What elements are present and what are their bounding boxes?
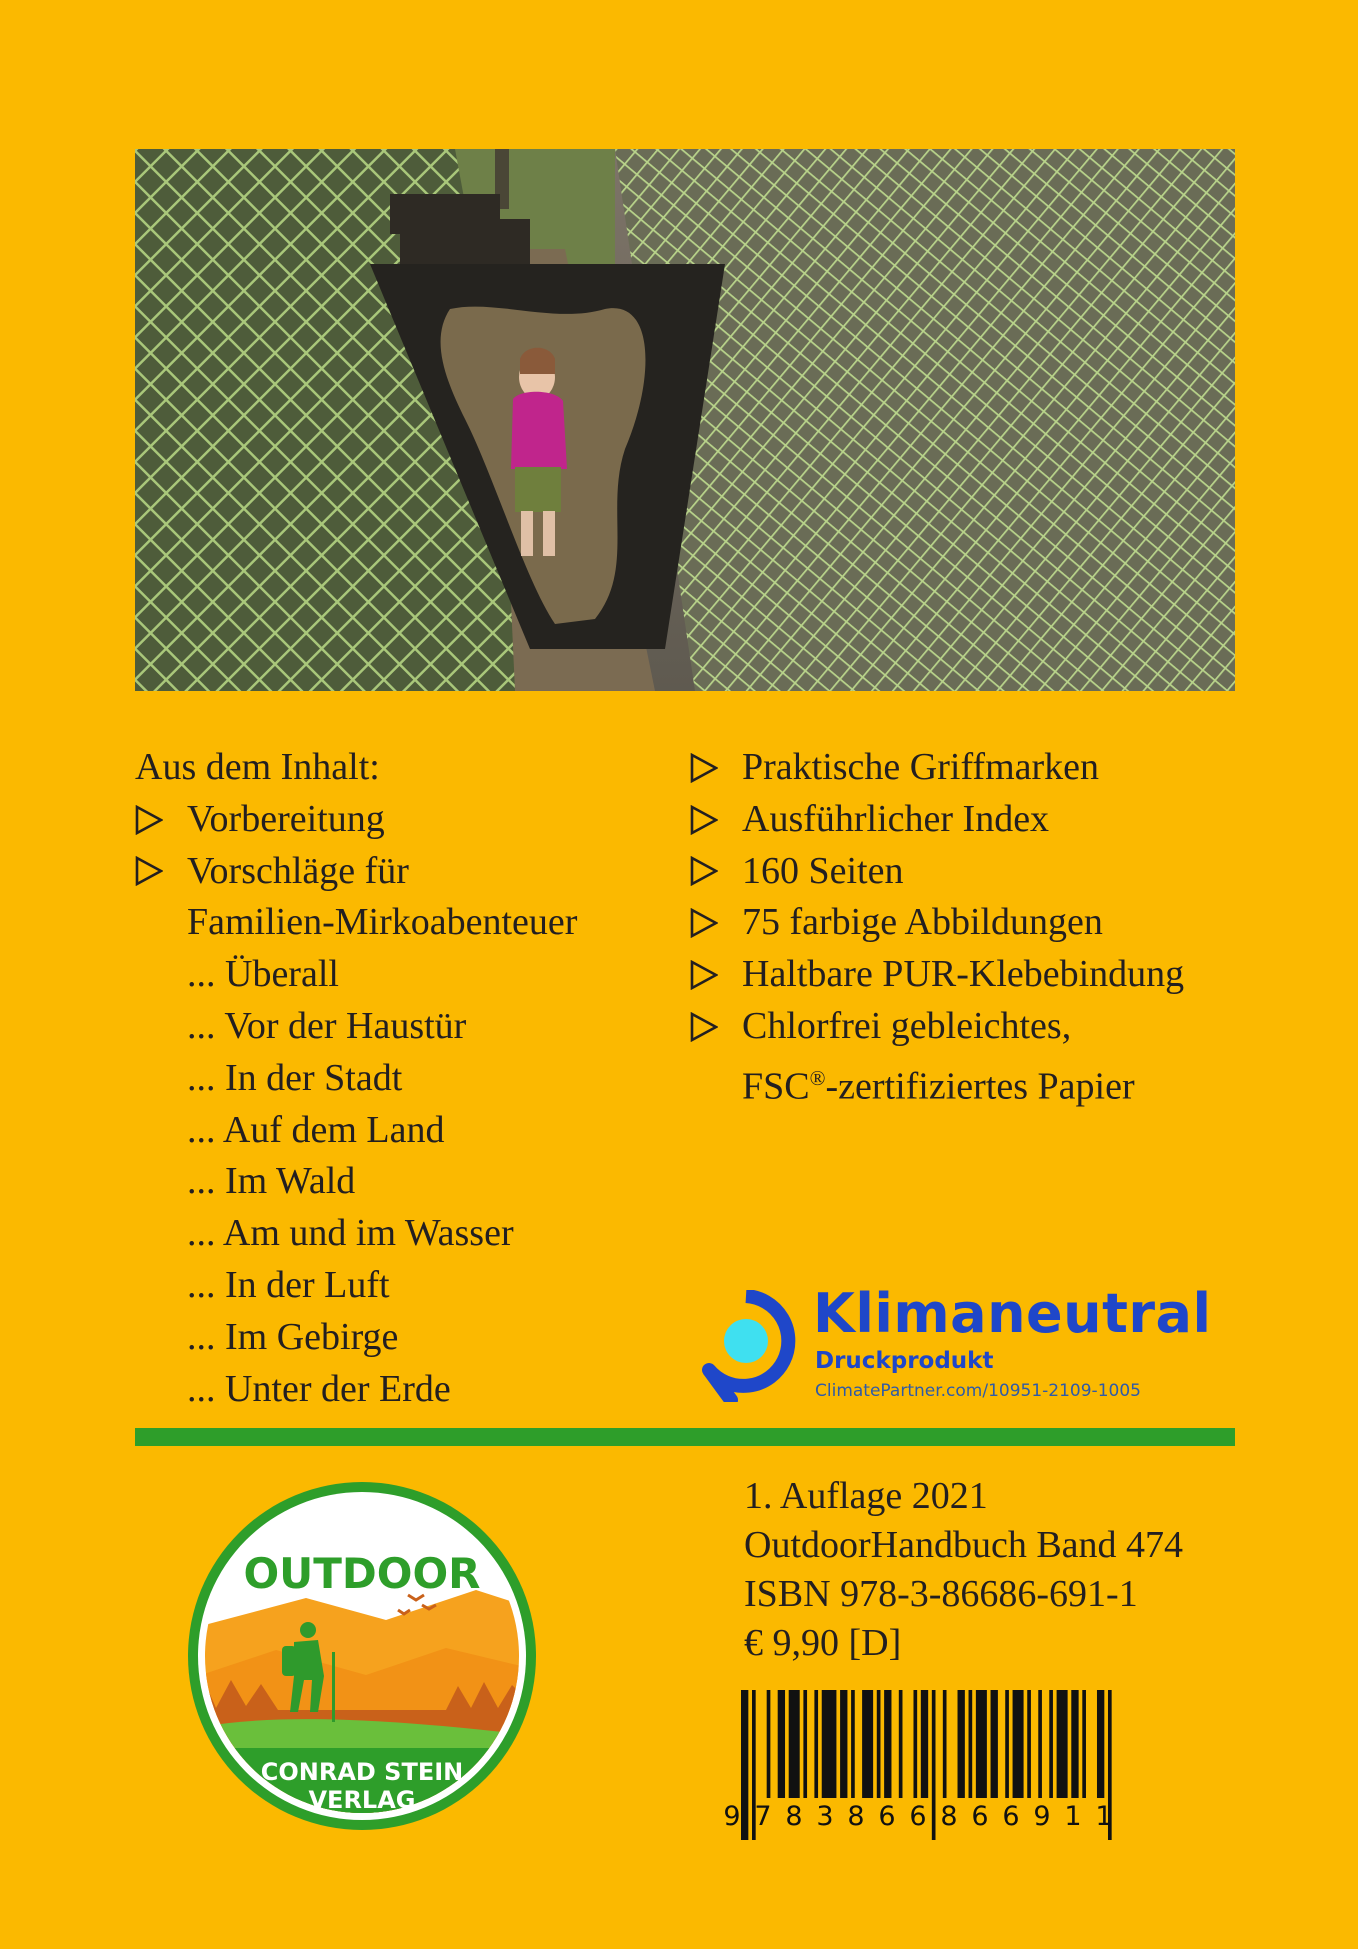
triangle-bullet-icon: [135, 846, 187, 898]
climate-partner-id: ClimatePartner.com/10951-2109-1005: [815, 1381, 1141, 1401]
barcode-bar: [976, 1690, 987, 1798]
triangle-bullet-icon: [135, 794, 187, 846]
barcode-bar: [767, 1690, 771, 1798]
triangle-bullet-icon: [690, 949, 742, 1001]
badge-bottom-line2: VERLAG: [308, 1786, 416, 1814]
isbn-line: ISBN 978-3-86686-691-1: [744, 1573, 1138, 1615]
feature-label: Chlorfrei gebleichtes,: [742, 1004, 1072, 1047]
sub-item: ... In der Luft: [187, 1263, 390, 1306]
feature-label: 75 farbige Abbildungen: [742, 901, 1103, 944]
barcode-bar: [1057, 1690, 1068, 1798]
barcode-digit: 8: [785, 1801, 803, 1832]
klimaneutral-subtitle: Druckprodukt: [815, 1348, 994, 1374]
feature-item: [690, 742, 1250, 794]
barcode-digit: 6: [909, 1801, 927, 1832]
series-line: OutdoorHandbuch Band 474: [744, 1524, 1184, 1566]
barcode-bar: [789, 1690, 800, 1798]
klimaneutral-title: Klimaneutral: [813, 1282, 1212, 1345]
barcode-digit: 6: [971, 1801, 989, 1832]
barcode-digit: 8: [940, 1801, 958, 1832]
feature-item: [690, 1001, 1250, 1053]
list-item-label: Vorschläge für: [187, 849, 409, 892]
feature-continuation: [690, 1053, 1250, 1113]
feature-label: Haltbare PUR-Klebebindung: [742, 953, 1185, 996]
sub-item: ... In der Stadt: [187, 1056, 403, 1099]
edition-line: 1. Auflage 2021: [744, 1475, 988, 1517]
divider-rule: [135, 1428, 1235, 1446]
contents-heading: Aus dem Inhalt:: [135, 746, 380, 788]
edition-info: [744, 1472, 1183, 1668]
barcode-digit: 7: [754, 1801, 772, 1832]
triangle-bullet-icon: [690, 846, 742, 898]
climate-partner-logo-icon: [695, 1290, 797, 1402]
barcode-bar: [1027, 1690, 1031, 1798]
barcode-bar: [1005, 1690, 1009, 1798]
sub-item: ... Unter der Erde: [187, 1367, 451, 1410]
list-item-continuation: Familien-Mirkoabenteuer: [187, 901, 578, 944]
barcode-bar: [851, 1690, 855, 1798]
barcode-bar: [1013, 1690, 1024, 1798]
registered-mark: ®: [809, 1065, 826, 1090]
cover-photo: [135, 149, 1235, 691]
barcode-bar: [822, 1690, 837, 1798]
feature-item: [690, 846, 1250, 898]
barcode-bar: [1049, 1690, 1053, 1798]
barcode-bar: [899, 1690, 903, 1798]
triangle-bullet-icon: [690, 742, 742, 794]
triangle-bullet-icon: [690, 1001, 742, 1053]
barcode-bar: [958, 1690, 965, 1798]
sub-item: ... Auf dem Land: [187, 1108, 445, 1151]
barcode-bar: [840, 1690, 847, 1798]
feature-label: 160 Seiten: [742, 849, 904, 892]
features-list: [690, 742, 1250, 1113]
klimaneutral-label: [695, 1282, 1255, 1406]
feature-label: Ausführlicher Index: [742, 797, 1050, 840]
badge-bottom-line1: CONRAD STEIN: [260, 1758, 464, 1786]
fsc-suffix: -zertifiziertes Papier: [825, 1065, 1135, 1108]
list-item: [135, 846, 735, 898]
barcode-bar: [862, 1690, 873, 1798]
barcode-digit: 1: [1095, 1801, 1113, 1832]
sub-item: ... Im Gebirge: [187, 1315, 399, 1358]
contents-list: [135, 742, 735, 1415]
sub-item: ... Vor der Haustür: [187, 1004, 467, 1047]
outdoor-badge-logo-icon: [186, 1480, 538, 1832]
feature-item: [690, 949, 1250, 1001]
barcode-bar: [1071, 1690, 1078, 1798]
barcode-bar: [1097, 1690, 1104, 1798]
barcode-bar: [1038, 1690, 1042, 1798]
barcode-digit: 1: [1064, 1801, 1082, 1832]
triangle-bullet-icon: [690, 794, 742, 846]
barcode-bar: [803, 1690, 807, 1798]
barcode-bar: [884, 1690, 891, 1798]
barcode-bar: [877, 1690, 881, 1798]
list-item-label: Vorbereitung: [187, 797, 385, 840]
barcode-bar: [943, 1690, 947, 1798]
fsc-label: FSC: [742, 1065, 810, 1108]
barcode-digit: 9: [723, 1801, 741, 1832]
barcode-bar: [913, 1690, 917, 1798]
sub-item: ... Im Wald: [187, 1160, 356, 1203]
price-line: € 9,90 [D]: [744, 1622, 902, 1664]
barcode-bar: [778, 1690, 785, 1798]
barcode-digit: 6: [1002, 1801, 1020, 1832]
sub-item: ... Am und im Wasser: [187, 1212, 514, 1255]
barcode-bar: [991, 1690, 998, 1798]
barcode-bar: [969, 1690, 973, 1798]
feature-item: [690, 897, 1250, 949]
barcode-bar: [1082, 1690, 1086, 1798]
barcode-bar: [814, 1690, 818, 1798]
feature-item: [690, 794, 1250, 846]
barcode-digit: 6: [878, 1801, 896, 1832]
barcode-bar: [921, 1690, 928, 1798]
barcode-digit: 9: [1033, 1801, 1051, 1832]
list-item: [135, 794, 735, 846]
feature-label: Praktische Griffmarken: [742, 746, 1100, 788]
triangle-bullet-icon: [690, 897, 742, 949]
barcode-digit: 3: [816, 1801, 834, 1832]
barcode-digit: 8: [847, 1801, 865, 1832]
barcode-digits: [718, 1801, 1118, 1832]
badge-top-text: OUTDOOR: [243, 1549, 481, 1598]
sub-item: ... Überall: [187, 953, 339, 996]
